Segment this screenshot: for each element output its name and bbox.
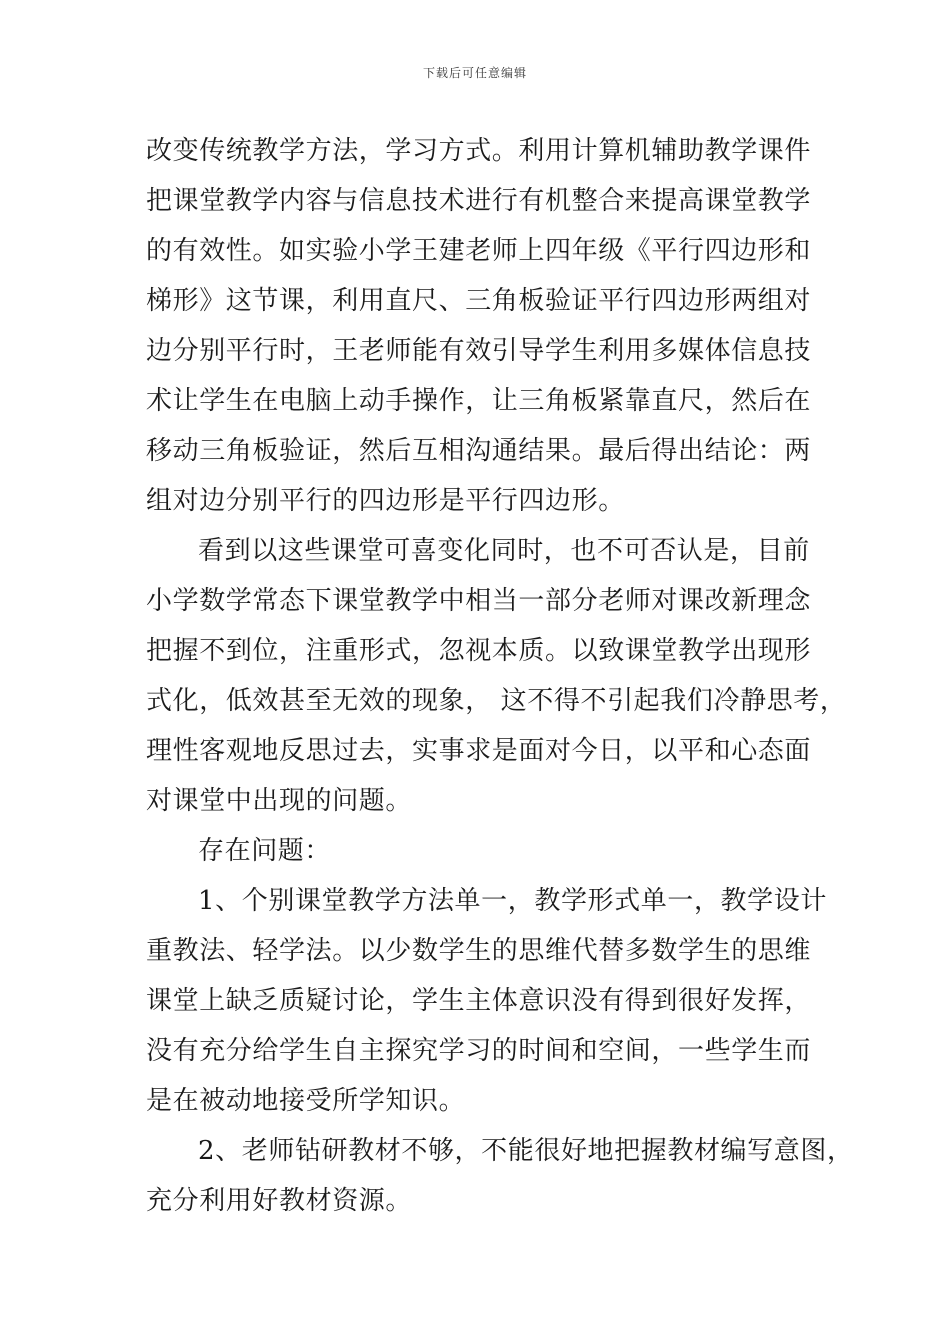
page-header: 下载后可任意编辑	[422, 66, 527, 80]
text-line: 把握不到位，注重形式，忽视本质。以致课堂教学出现形	[146, 636, 812, 666]
text-line: 组对边分别平行的四边形是平行四边形。	[146, 486, 625, 516]
list-item	[146, 1126, 854, 1226]
list-item	[146, 876, 826, 1126]
document-body	[146, 126, 854, 1226]
text-line: 2、老师钻研教材不够，不能很好地把握教材编写意图，	[198, 1136, 854, 1166]
text-line: 重教法、轻学法。以少数学生的思维代替多数学生的思维	[146, 936, 812, 966]
text-line: 1、个别课堂教学方法单一，教学形式单一，教学设计	[198, 886, 827, 916]
text-line: 充分利用好教材资源。	[146, 1186, 413, 1216]
paragraph	[146, 526, 847, 826]
text-line: 改变传统教学方法，学习方式。利用计算机辅助教学课件	[146, 136, 812, 166]
text-line: 课堂上缺乏质疑讨论，学生主体意识没有得到很好发挥，	[146, 986, 812, 1016]
text-line: 看到以这些课堂可喜变化同时，也不可否认是，目前	[198, 536, 810, 566]
text-line: 对课堂中出现的问题。	[146, 786, 413, 816]
paragraph	[146, 126, 826, 526]
text-line: 小学数学常态下课堂教学中相当一部分老师对课改新理念	[146, 586, 812, 616]
text-line: 把课堂教学内容与信息技术进行有机整合来提高课堂教学	[146, 186, 812, 216]
text-line: 理性客观地反思过去，实事求是面对今日，以平和心态面	[146, 736, 812, 766]
text-line: 存在问题：	[198, 836, 332, 866]
text-line: 式化，低效甚至无效的现象， 这不得不引起我们冷静思考，	[146, 686, 847, 716]
text-line: 边分别平行时，王老师能有效引导学生利用多媒体信息技	[146, 336, 812, 366]
text-line: 的有效性。如实验小学王建老师上四年级《平行四边形和	[146, 236, 812, 266]
section-heading	[146, 826, 826, 876]
text-line: 移动三角板验证，然后互相沟通结果。最后得出结论：两	[146, 436, 812, 466]
text-line: 是在被动地接受所学知识。	[146, 1086, 466, 1116]
text-line: 术让学生在电脑上动手操作，让三角板紧靠直尺，然后在	[146, 386, 812, 416]
text-line: 没有充分给学生自主探究学习的时间和空间，一些学生而	[146, 1036, 812, 1066]
text-line: 梯形》这节课，利用直尺、三角板验证平行四边形两组对	[146, 286, 812, 316]
